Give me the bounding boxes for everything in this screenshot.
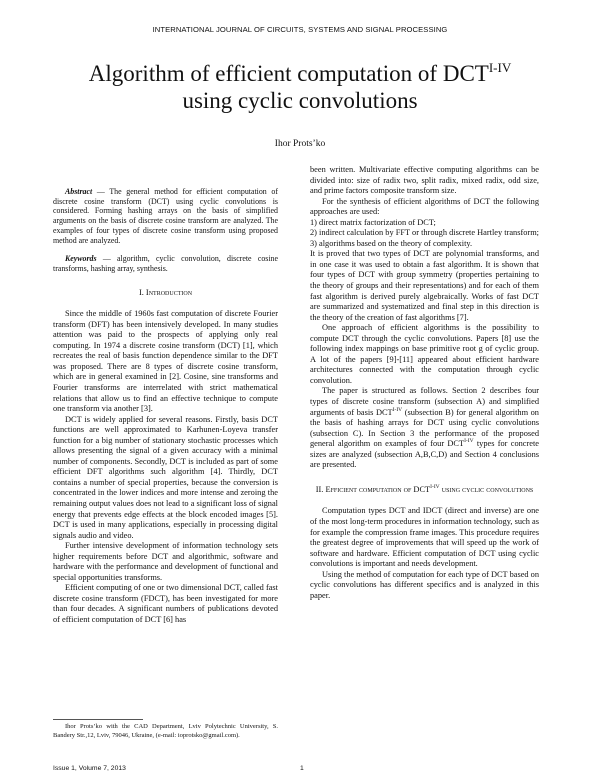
- journal-header: INTERNATIONAL JOURNAL OF CIRCUITS, SYSTEMS AND SIGNAL PROCESSING: [152, 25, 448, 34]
- author-name: Ihor Prots’ko: [274, 139, 326, 149]
- issue-info: Issue 1, Volume 7, 2013: [53, 765, 126, 772]
- title-superscript: I-IV: [488, 60, 512, 75]
- right-column: [310, 165, 539, 601]
- section-2-heading: [310, 485, 539, 496]
- title-line-2: using cyclic convolutions: [182, 88, 418, 113]
- section-2-title: Efficient computation of DCT: [325, 484, 431, 494]
- footnote-divider: [53, 719, 143, 720]
- paragraph: Efficient computing of one or two dimensional DCT, called fast discrete cosine transform (FDCT), has been investigated for more than four decades. A significant numbers of publications devoted of efficient computation of DCT [6] has: [53, 583, 278, 625]
- paragraph: It is proved that two types of DCT are polynomial transforms, and in one case it was used to obtain a fast algorithm. It is shown that four types of DCT with group symmetry (properties pertaining to the theory of groups and their representations) and for each of them fast algorithm is derived purely algebraically. Works of fast DCT are summarized and systematized and final step in this direction is the theory of the creation of fast algorithms [7].: [310, 249, 539, 322]
- page-number: 1: [300, 765, 304, 772]
- section-2-title-rest: using cyclic convolutions: [439, 484, 534, 494]
- section-1-heading: [53, 288, 278, 299]
- paragraph: One approach of efficient algorithms is the possibility to compute DCT through the cyclic convolutions. Papers [8] use the following index mappings on base primitive root g of cyclic group. A lot of the papers [9]-[11] appeared about efficient hardware architectures connected with the computation through cyclic convolution.: [310, 323, 539, 385]
- abstract-label: Abstract: [65, 187, 93, 196]
- paragraph: Using the method of computation for each type of DCT based on cyclic convolutions has different specifics and is analyzed in this paper.: [310, 569, 539, 600]
- paragraph-part: types for concrete sizes are analyzed (subsection A,B,C,D) and Section 4 conclusions are presented.: [310, 439, 539, 470]
- author-footnote: Ihor Prots’ko with the CAD Department, Lviv Polytechnic University, S. Bandery Str.,12, Lviv, 79046, Ukraine, (e-mail: ioprotsko@gmail.com).: [53, 723, 278, 739]
- paragraph: DCT is widely applied for several reasons. Firstly, basis DCT functions are well approximated to Karhunen-Loyeva transfer function for a big number of stationary stochastic processes which allows presenting the signal of a given accuracy with a minimal number of components. Secondly, DCT is included as part of some efficient DFT algorithms such algorithm [4]. Thirdly, DCT contains a number of special properties, because the conversion is concentrated in the lower indices and more intense and zeroing the remaining output values does not lead to a significant loss of signal energy that prevents edge effects at the block encoded images [5]. DCT is used in many applications, especially in processing digital signals audio and video.: [53, 414, 278, 540]
- keywords: [53, 254, 278, 273]
- list-item: 1) direct matrix factorization of DCT;: [310, 217, 436, 227]
- paragraph: been written. Multivariate effective computing algorithms can be divided into: size of radix two, split radix, mixed radix, odd size, and prime factors composite transform size.: [310, 165, 539, 196]
- abstract-text: — The general method for efficient computation of discrete cosine transform (DCT) using cyclic convolutions is considered. Forming hashing arrays on the basis of simplified arguments on the basis of discrete cosine transform are analyzed. The examples of four types of discrete cosine transform using proposed method are analyzed.: [53, 187, 278, 245]
- section-1-title: Introduction: [145, 287, 193, 297]
- paragraph: Since the middle of 1960s fast computation of discrete Fourier transform (DFT) has been intensively developed. In many studies attention was paid to the prospects of applying only real computing. In 1974 a discrete cosine transform (DCT) [1], which recreates the real of basis function dependence similar to the DFT was proposed. There are 8 types of discrete cosine transform, which are in general examined in [2]. Cosine, sine transforms and Fourier transforms are interrelated with strict mathematical relations that allow us to find an effective technique to compute one transform via another [3].: [53, 309, 278, 414]
- superscript: I-IV: [392, 406, 403, 413]
- paragraph: Further intensive development of information technology sets higher requirements before DCT and algorithmic, software and hardware with the performance and development of functional and special opportunities transforms.: [53, 541, 278, 582]
- keywords-text: — algorithm, cyclic convolution, discrete cosine transforms, hashing array, synthesis.: [53, 254, 278, 273]
- paragraph: For the synthesis of efficient algorithms of DCT the following approaches are used:: [310, 196, 539, 217]
- paragraph: [310, 386, 539, 470]
- paper-title: [40, 60, 560, 114]
- paragraph-part: (subsection B) for general algorithm on the basis of hashing arrays for DCT using cyclic convolutions (subsection C). In Section 3 the performance of the proposed general algorithm on examples of four DCT: [310, 407, 539, 449]
- paragraph: Computation types DCT and IDCT (direct and inverse) are one of the most long-term procedures in information technology, such as for example the compression frame images. This procedure requires the greatest degree of improvements that will speed up the work of software and hardware. Efficient computation of DCT using cyclic convolutions is important and needs development.: [310, 506, 539, 569]
- section-1-numeral: I.: [138, 287, 144, 297]
- paragraph-part: The paper is structured as follows. Section 2 describes four types of discrete cosine transform (subsection A) and simplified arguments of basis DCT: [310, 386, 539, 417]
- keywords-label: Keywords: [65, 254, 97, 264]
- title-line-1: Algorithm of efficient computation of DCT: [88, 61, 489, 86]
- list-item: 3) algorithms based on the theory of complexity.: [310, 238, 473, 248]
- section-2-numeral: II.: [315, 484, 324, 494]
- list-item: 2) indirect calculation by FFT or through discrete Hartley transform;: [310, 228, 540, 238]
- superscript: I-IV: [464, 438, 474, 445]
- left-column: [53, 187, 278, 626]
- abstract: [53, 187, 278, 245]
- superscript: I-IV: [430, 483, 440, 490]
